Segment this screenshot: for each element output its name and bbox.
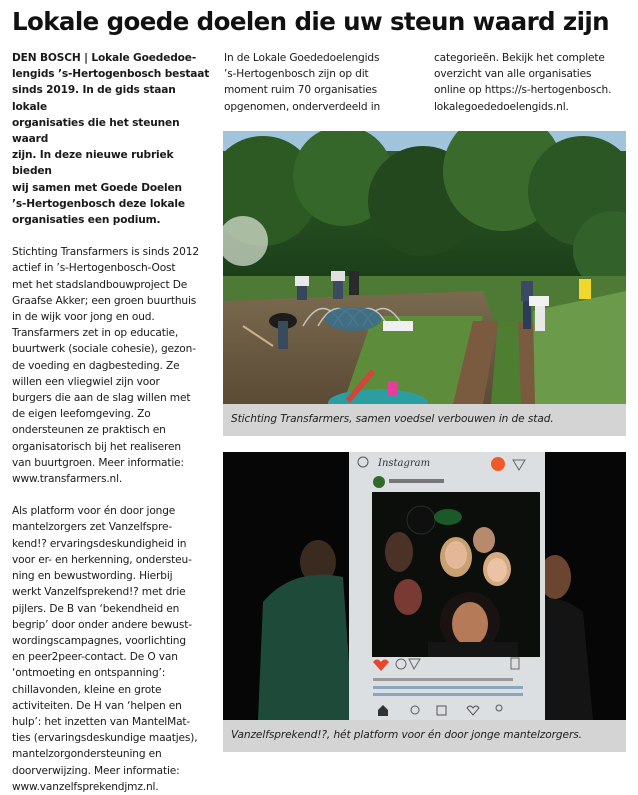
body-line: kend!? ervaringsdeskundigheid in (12, 537, 187, 550)
profile-avatar (373, 476, 385, 488)
article-title: Lokale goede doelen die uw steun waard zijn (12, 7, 610, 36)
body-line: willen een vliegwiel zijn voor (12, 375, 160, 388)
body-line: de voeding en dagbesteding. Ze (12, 359, 180, 372)
body-line: burgers die aan de slag willen met (12, 392, 191, 405)
body-line: ’s-Hertogenbosch zijn op dit (224, 68, 369, 81)
body-line: moment ruim 70 organisaties (224, 84, 378, 97)
body-line: categorieën. Bekijk het complete (434, 52, 605, 64)
gids-link[interactable]: lokalegoededoelengids.nl. (434, 100, 569, 113)
article-lead (12, 50, 212, 228)
lead-line: zijn. In deze nieuwe rubriek bieden (12, 149, 174, 178)
group-illustration (223, 452, 626, 720)
body-line: organisatorisch bij het realiseren (12, 440, 181, 453)
body-line: en peer2peer-contact. De O van (12, 651, 178, 664)
body-line: overzicht van alle organisaties (434, 68, 592, 81)
photo-caption-transfarmers: Stichting Transfarmers, samen voedsel verbouwen in de stad. (223, 404, 626, 436)
transfarmers-link[interactable]: www.transfarmers.nl. (12, 473, 123, 486)
body-line: actief in ’s-Hertogenbosch-Oost (12, 262, 176, 275)
body-line: pijlers. De B van ‘bekendheid en (12, 602, 180, 615)
body-line: ondersteunen ze praktisch en (12, 424, 166, 437)
body-line: wordingscampagnes, voorlichting (12, 634, 186, 647)
person-left-sweater (258, 575, 353, 720)
notification-icon (491, 457, 505, 471)
body-line: Transfarmers zet in op educatie, (12, 327, 179, 340)
body-line: voor er- en herkenning, ondersteu- (12, 553, 192, 566)
body-line: met het stadslandbouwproject De (12, 278, 188, 291)
body-line: chillavonden, kleine en grote (12, 683, 162, 696)
vanzelfsprekend-link[interactable]: www.vanzelfsprekendjmz.nl. (12, 780, 159, 793)
body-line: van buurtgroen. Meer informatie: (12, 456, 184, 469)
body-line: doorverwijzing. Meer informatie: (12, 764, 180, 777)
gids-link[interactable]: online op https://s-hertogenbosch. (434, 84, 612, 97)
lead-line: DEN BOSCH | Lokale Goededoe- (12, 52, 197, 64)
body-line: hulp’: het inzetten van MantelMat- (12, 715, 191, 728)
column-2 (224, 50, 424, 115)
lead-line: sinds 2019. In de gids staan lokale (12, 84, 176, 113)
body-line: Als platform voor én door jonge (12, 505, 176, 518)
paragraph-vanzelfsprekend (12, 503, 212, 795)
body-line: mantelzorgers zet Vanzelfspre- (12, 521, 173, 534)
column-3 (434, 50, 634, 115)
body-line: werkt Vanzelfsprekend!? met drie (12, 586, 186, 599)
body-line: de eigen leefomgeving. Zo (12, 408, 151, 421)
photo-vanzelfsprekend-group (223, 452, 626, 720)
instagram-frame (349, 452, 545, 720)
body-line: ning en bewustwording. Hierbij (12, 570, 173, 583)
garden-illustration (223, 131, 626, 404)
body-line: Stichting Transfarmers is sinds 2012 (12, 246, 199, 259)
body-line: activiteiten. De H van ‘helpen en (12, 699, 182, 712)
body-line: ‘ontmoeting en ontspanning’: (12, 667, 166, 680)
lead-line: wij samen met Goede Doelen (12, 181, 182, 194)
body-line: Graafse Akker; een groen buurthuis (12, 294, 197, 307)
lead-line: organisaties een podium. (12, 214, 161, 227)
body-line: in de wijk voor jong en oud. (12, 311, 155, 324)
body-line: ties (ervaringsdeskundige maatjes), (12, 732, 198, 745)
body-line: opgenomen, onderverdeeld in (224, 100, 381, 113)
body-line: begrip’ door onder andere bewust- (12, 618, 192, 631)
photo-caption-vanzelfsprekend: Vanzelfsprekend!?, hét platform voor én door jonge mantelzorgers. (223, 720, 626, 752)
photo-transfarmers-garden (223, 131, 626, 404)
lead-line: lengids ’s-Hertogenbosch bestaat (12, 68, 210, 81)
body-line: mantelzorgondersteuning en (12, 748, 162, 761)
column-1 (12, 50, 212, 795)
body-line: In de Lokale Goededoelengids (224, 52, 380, 64)
paragraph-transfarmers (12, 244, 212, 487)
body-line: buurtwerk (sociale cohesie), gezon- (12, 343, 196, 356)
lead-line: ’s-Hertogenbosch deze lokale (12, 197, 185, 210)
lead-line: organisaties die het steunen waard (12, 116, 180, 146)
instagram-logo-text: Instagram (378, 458, 431, 469)
